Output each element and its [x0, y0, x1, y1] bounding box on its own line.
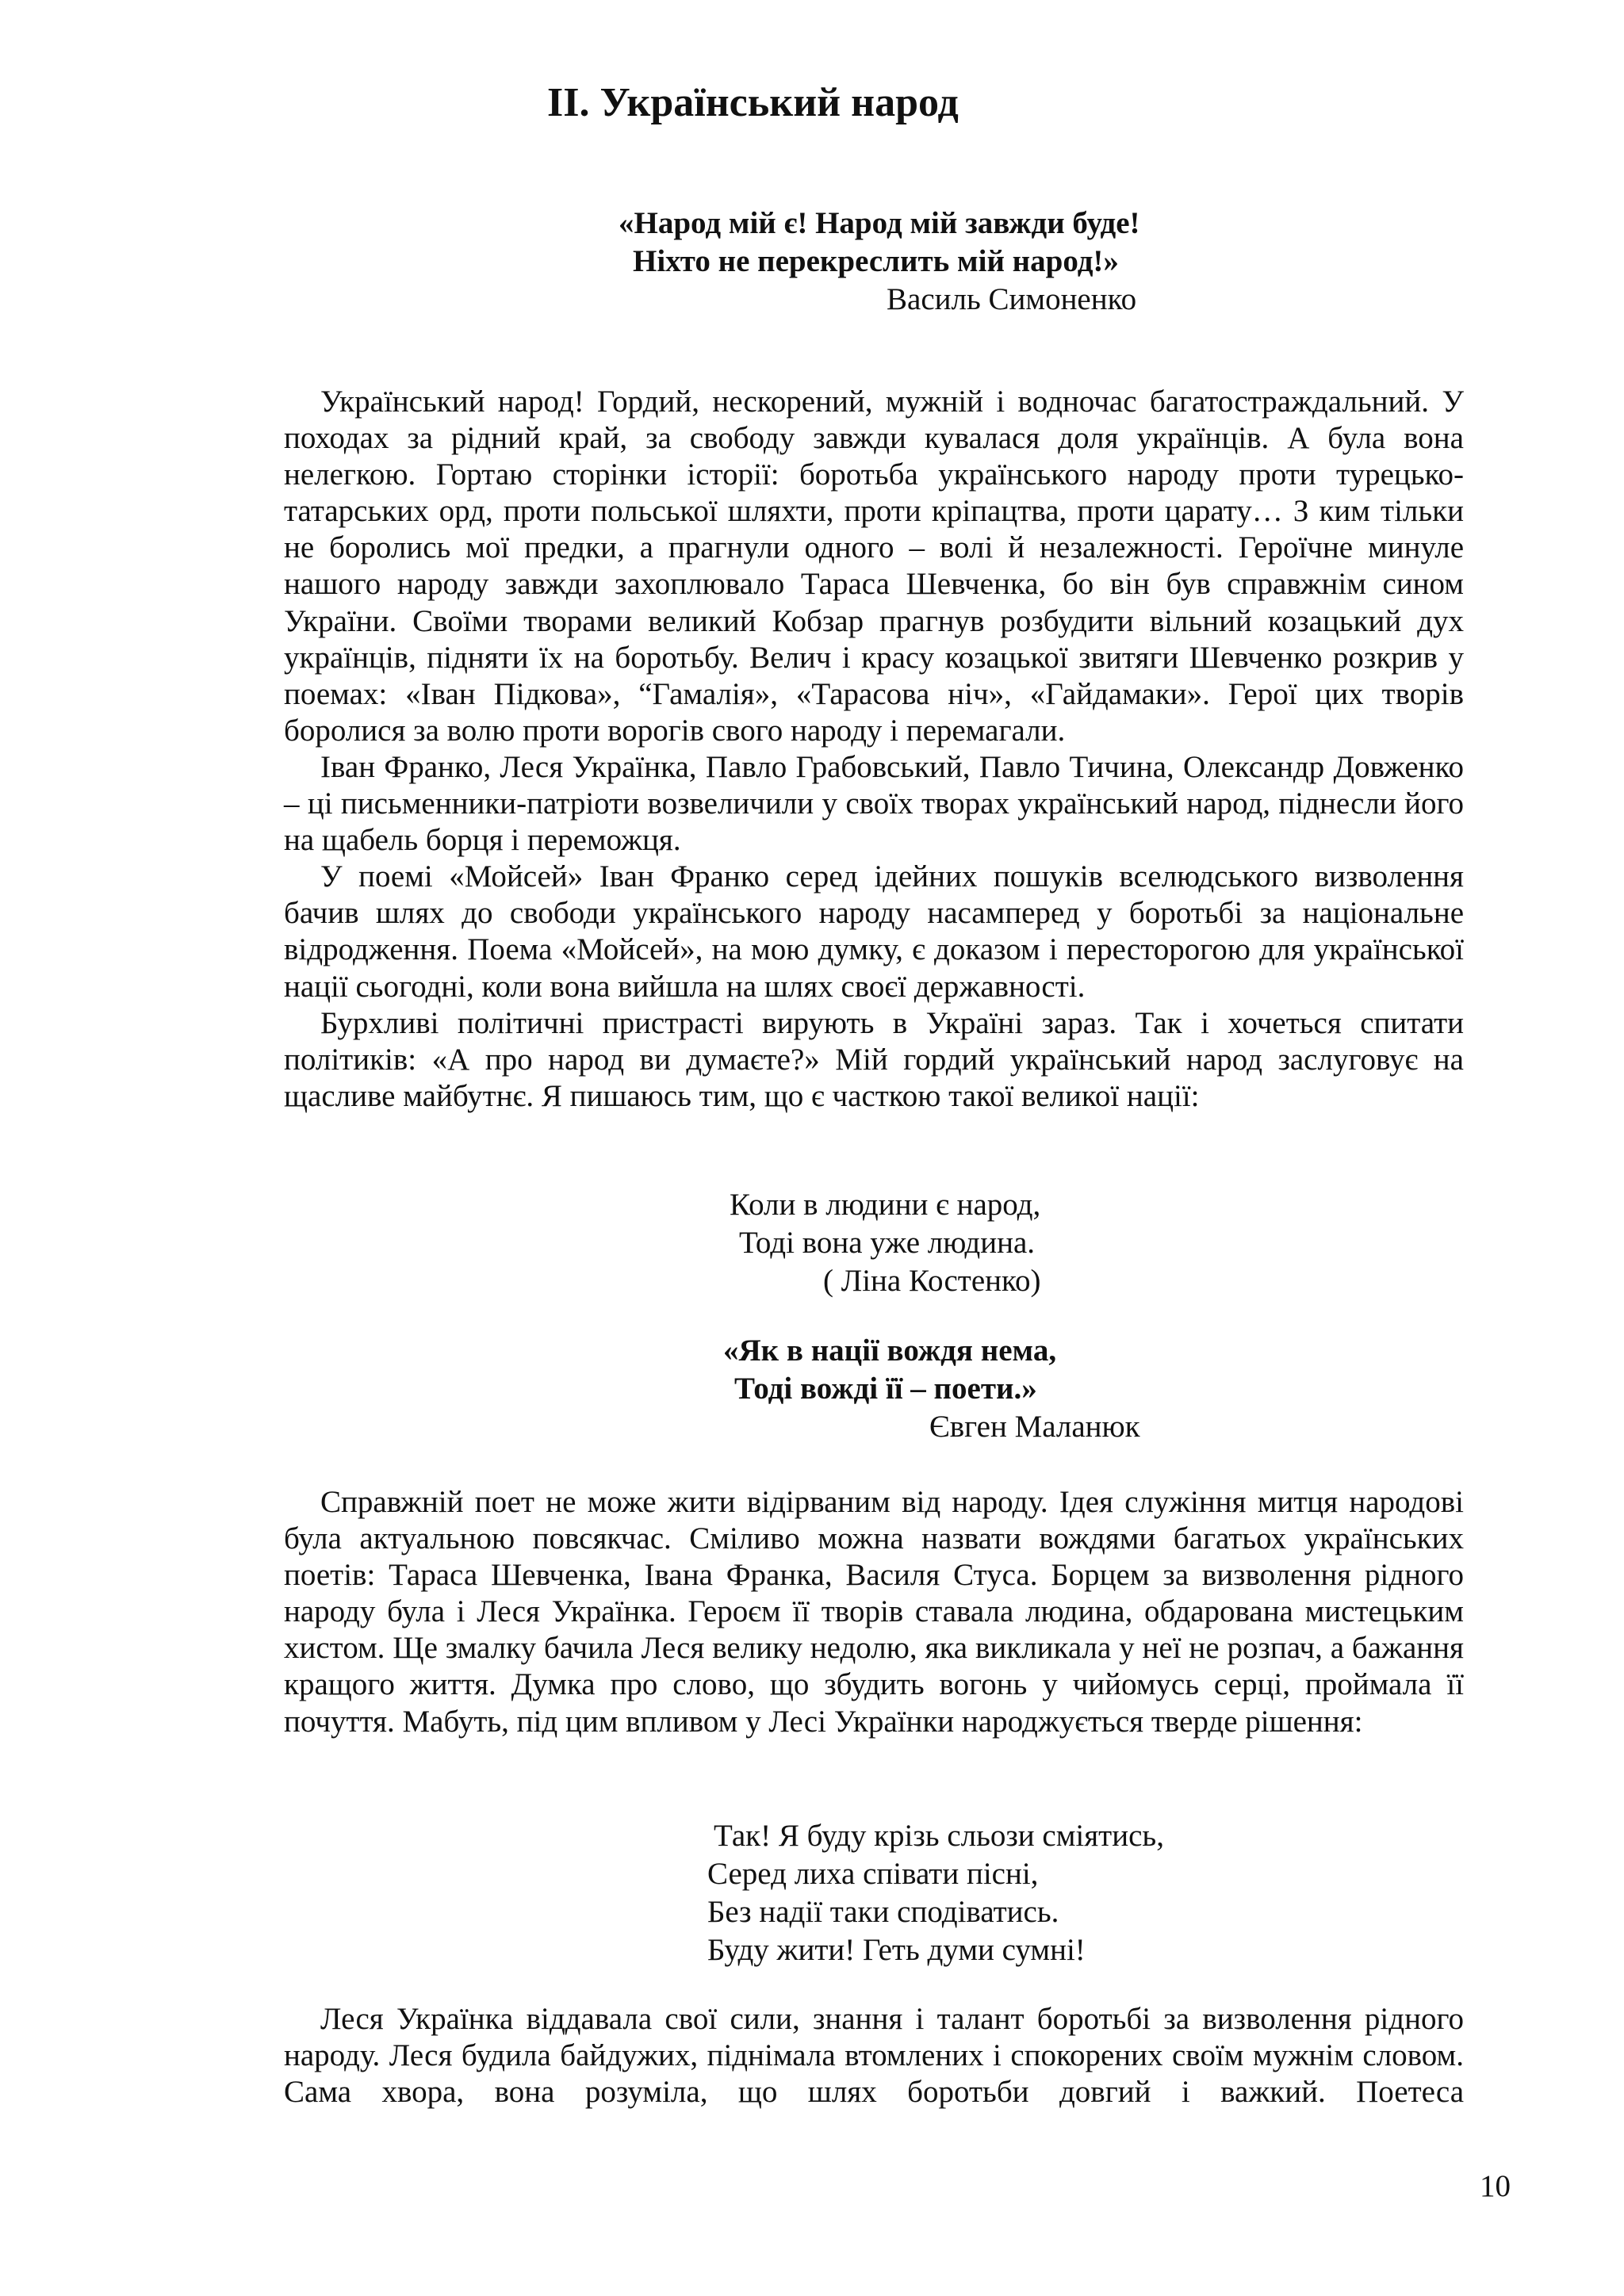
epigraph-author: Василь Симоненко	[887, 282, 1137, 316]
epigraph-line: Тоді вожді її – поети.»	[734, 1372, 1037, 1406]
epigraph-line: «Народ мій є! Народ мій завжди буде!	[619, 206, 1140, 240]
poem-line: Без надії таки сподіватись.	[707, 1895, 1059, 1929]
poem-line: Так! Я буду крізь сльози сміятись,	[714, 1819, 1164, 1853]
epigraph-author: Євген Маланюк	[929, 1410, 1140, 1444]
section-3-text	[284, 2001, 1464, 2110]
paragraph: Леся Українка віддавала свої сили, знання і талант боротьбі за визволення рідного народу. Леся будила байдужих, піднімала втомлених і спокорених своїм мужнім словом. Сама хвора, вона розуміла, що шлях боротьби довгий і важкий. Поетеса	[284, 2002, 1464, 2110]
page-number: 10	[1480, 2169, 1511, 2203]
epigraph-malaniuk	[723, 1332, 1140, 1446]
epigraph-line: Ніхто не перекреслить мій народ!»	[633, 244, 1119, 278]
poem-line: Тоді вона уже людина.	[739, 1226, 1036, 1260]
paragraph: У поемі «Мойсей» Іван Франко серед ідейних пошуків вселюдського визволення бачив шлях до свободи українського народу насамперед у боротьбі за національне відродження. Поема «Мойсей», на мою думку, є доказом і пересторогою для української нації сьогодні, коли вона вийшла на шлях своєї державності.	[284, 859, 1464, 1004]
paragraph: Справжній поет не може жити відірваним від народу. Ідея служіння митця народові була актуальною повсякчас. Сміливо можна назвати вождями багатьох українських поетів: Тараса Шевченка, Івана Франка, Василя Стуса. Борцем за визволення рідного народу була і Леся Українка. Героєм її творів ставала людина, обдарована мистецьким хистом. Ще змалку бачила Леся велику недолю, яка викликала у неї не розпач, а бажання кращого життя. Думка про слово, що збудить вогонь у чийомусь серці, проймала її почуття. Мабуть, під цим впливом у Лесі Українки народжується тверде рішення:	[284, 1485, 1464, 1739]
page-title: II. Український народ	[547, 80, 959, 125]
poem-kostenko	[730, 1186, 1041, 1300]
poem-lesya-ukrainka	[707, 1817, 1164, 1969]
paragraph: Бурхливі політичні пристрасті вирують в Україні зараз. Так і хочеться спитати політиків: «А про народ ви думаєте?» Мій гордий український народ заслуговує на щасливе майбутнє. Я пишаюсь тим, що є часткою такої великої нації:	[284, 1005, 1464, 1113]
poem-line: Серед лиха співати пісні,	[707, 1857, 1039, 1891]
poem-line: Буду жити! Геть думи сумні!	[707, 1933, 1086, 1967]
section-2-text	[284, 1484, 1464, 1740]
section-1-text	[284, 384, 1464, 1115]
poem-author: ( Ліна Костенко)	[823, 1264, 1041, 1298]
epigraph-line: «Як в нації вождя нема,	[723, 1334, 1057, 1368]
paragraph: Іван Франко, Леся Українка, Павло Грабовський, Павло Тичина, Олександр Довженко – ці письменники-патріоти возвеличили у своїх творах український народ, піднесли його на щабель борця і переможця.	[284, 749, 1464, 858]
epigraph-simonenko	[619, 205, 1140, 319]
paragraph: Український народ! Гордий, нескорений, мужній і водночас багатостраждальний. У походах за рідний край, за свободу завжди кувалася доля українців. А була вона нелегкою. Гортаю сторінки історії: боротьба українського народу проти турецько-татарських орд, проти польської шляхти, проти кріпацтва, проти царату… З ким тільки не боролись мої предки, а прагнули одного – волі й незалежності. Героїчне минуле нашого народу завжди захоплювало Тараса Шевченка, бо він був справжнім сином України. Своїми творами великий Кобзар прагнув розбудити вільний козацький дух українців, підняти їх на боротьбу. Велич і красу козацької звитяги Шевченко розкрив у поемах: «Іван Підкова», “Гамалія», «Тарасова ніч», «Гайдамаки». Герої цих творів боролися за волю проти ворогів свого народу і перемагали.	[284, 385, 1464, 748]
poem-line: Коли в людини є народ,	[730, 1188, 1041, 1222]
